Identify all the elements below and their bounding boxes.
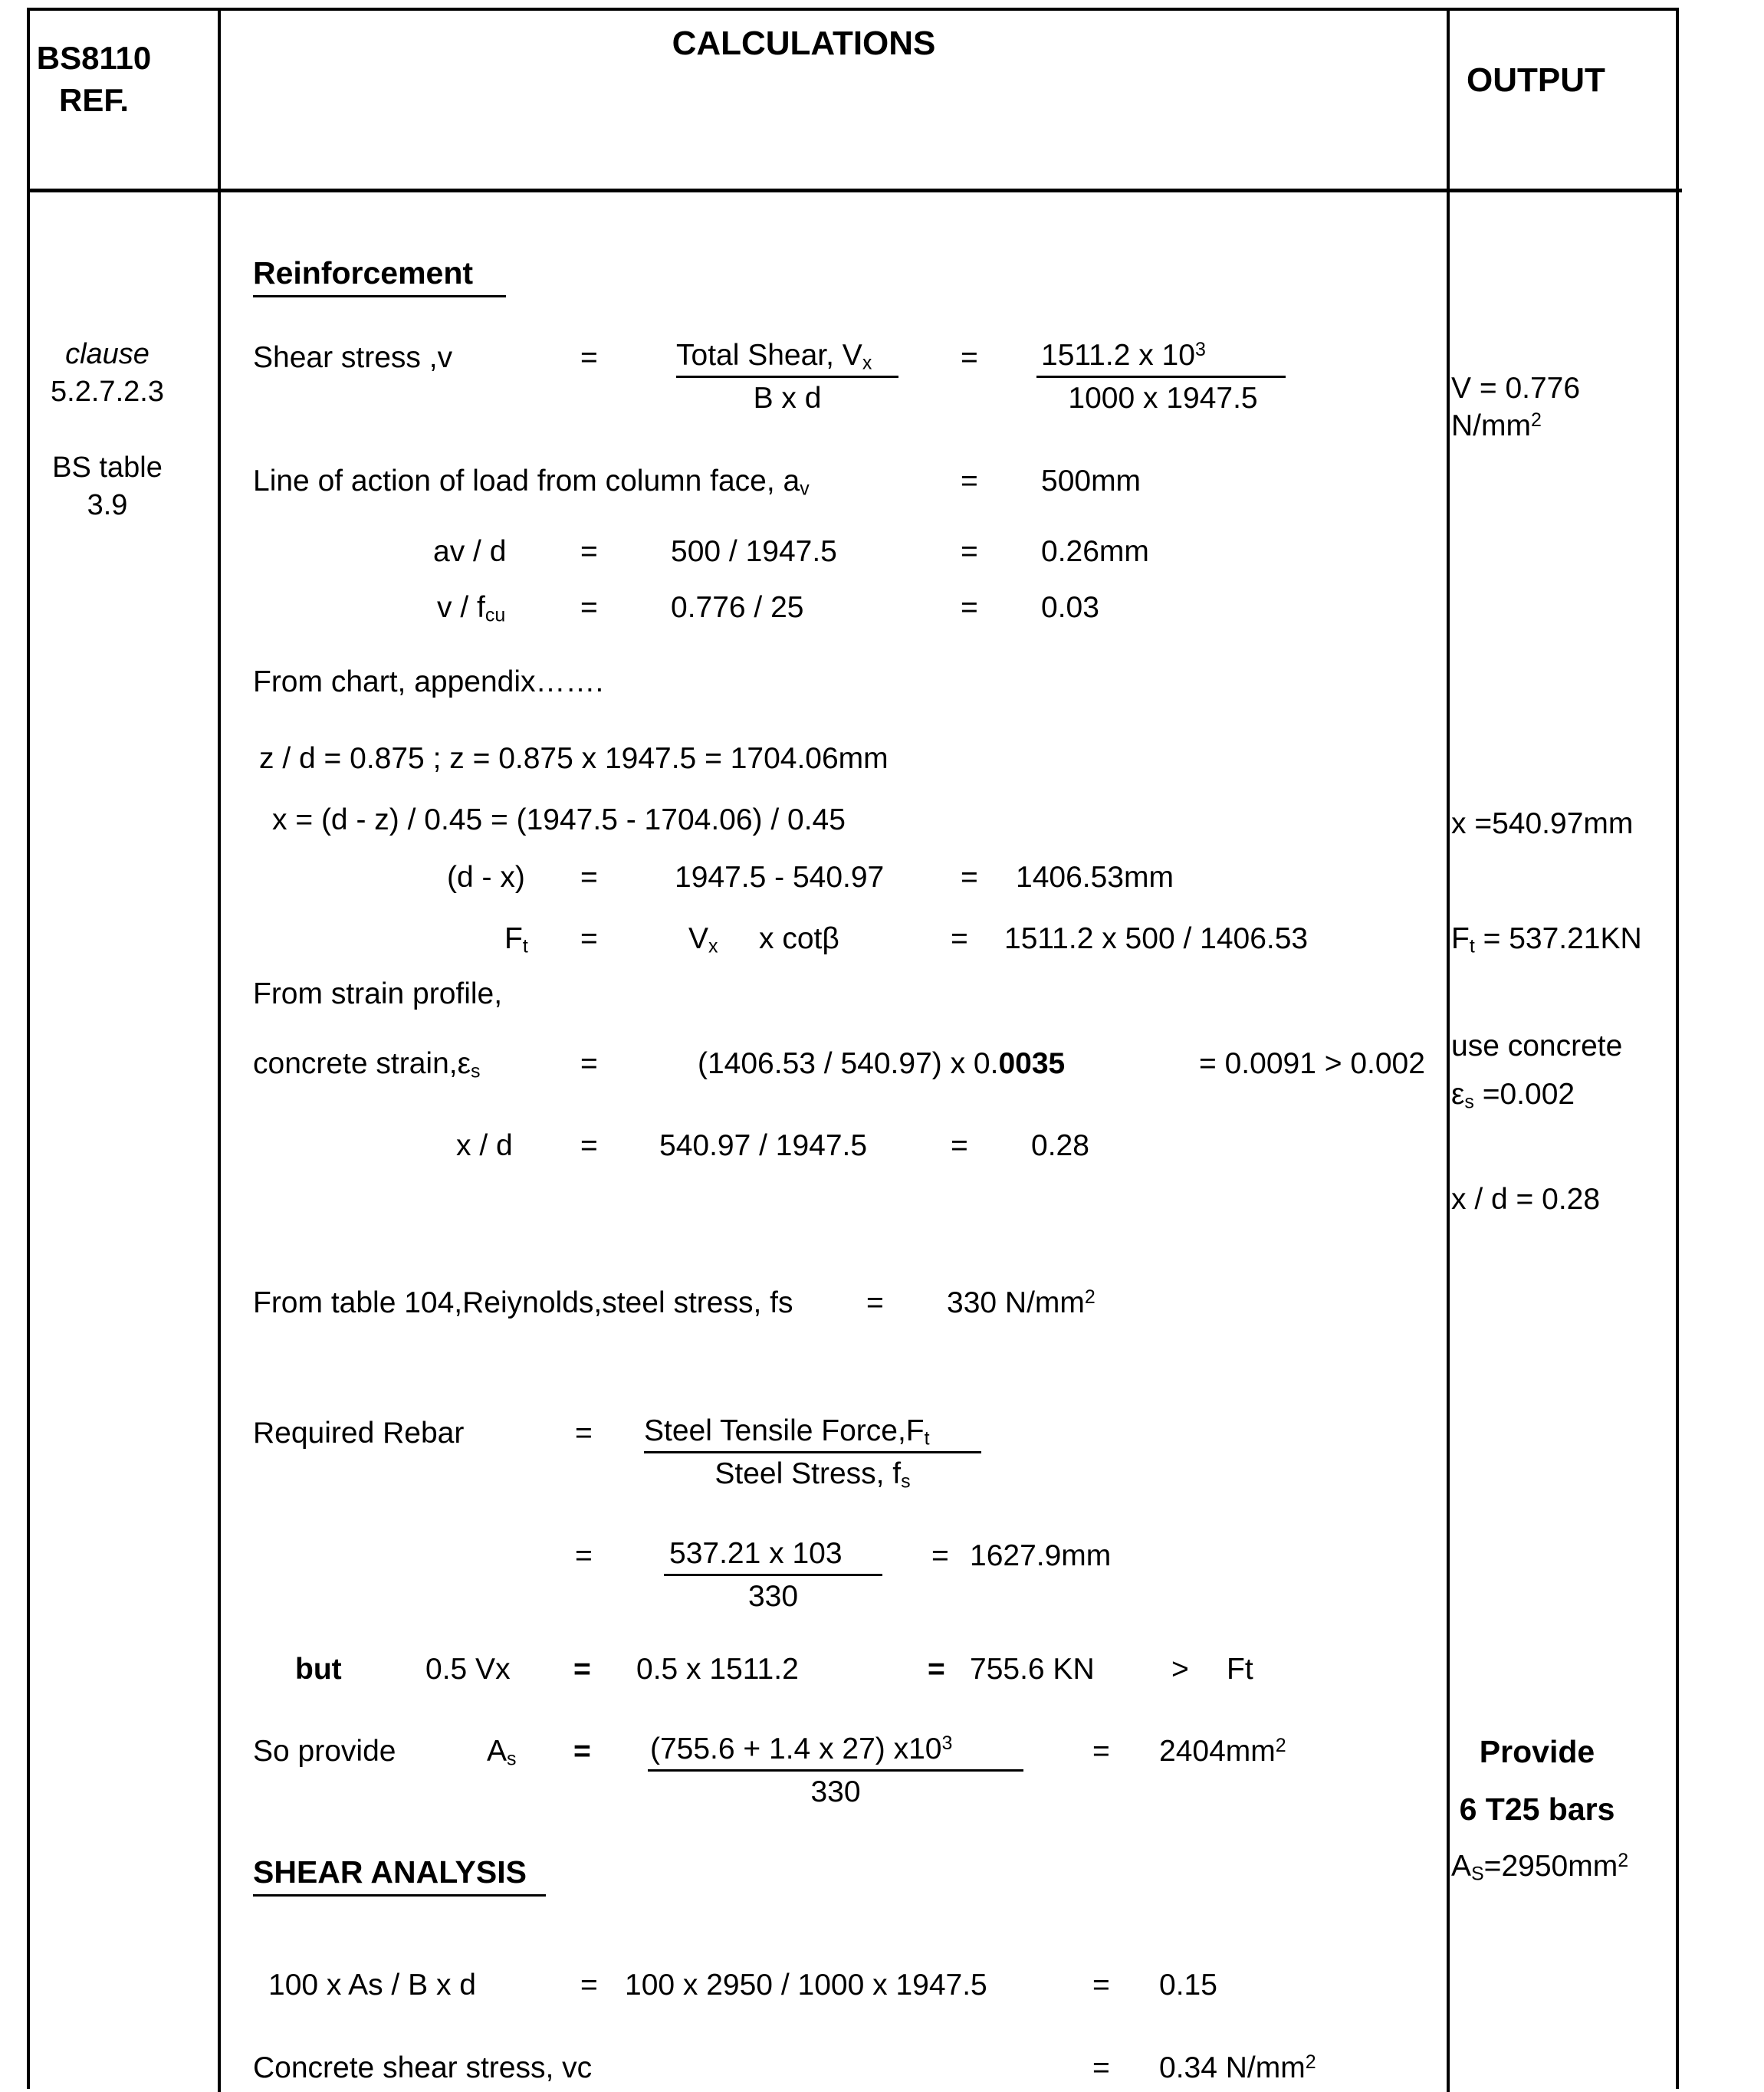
- avd-equals-2: =: [961, 535, 978, 568]
- line-of-action-sub: v: [800, 478, 810, 500]
- frac-total-shear-numerator: [676, 340, 872, 373]
- pct-value: 0.15: [1159, 1969, 1217, 2002]
- table104-value: [947, 1288, 1096, 1318]
- so-provide-frac-bar: [648, 1769, 1023, 1772]
- output-ft-value: [1451, 924, 1642, 956]
- concrete-strain-result: = 0.0091 > 0.002: [1199, 1047, 1425, 1080]
- pct-equals-1: =: [580, 1969, 598, 2002]
- concrete-strain-label: [253, 1049, 481, 1081]
- output-eps-value: [1451, 1079, 1575, 1112]
- vfcu-row: [437, 593, 505, 625]
- header-calculations-cell: CALCULATIONS: [672, 25, 936, 62]
- output-bars-label: 6 T25 bars: [1459, 1792, 1615, 1827]
- ref-item-clause-number: 5.2.7.2.3: [51, 376, 164, 408]
- ft-label: [504, 924, 528, 956]
- so-provide-equals: =: [573, 1735, 591, 1768]
- frac-total-shear-num-text: Total Shear, V: [676, 339, 862, 372]
- frac-numeric-denominator: 1000 x 1947.5: [1068, 382, 1258, 415]
- vc-label: Concrete shear stress, vc: [253, 2051, 593, 2084]
- header-divider: [30, 189, 1682, 192]
- output-ft-val-text: = 537.21KN: [1474, 922, 1642, 955]
- output-as-val-sup: 2: [1618, 1850, 1629, 1872]
- frac-total-shear-denominator: B x d: [753, 382, 822, 415]
- ft-vx-sub: x: [708, 935, 718, 957]
- vc-equals: =: [1092, 2051, 1110, 2084]
- vc-value-text: 0.34 N/mm: [1159, 2051, 1306, 2084]
- xd-equals-2: =: [951, 1129, 968, 1162]
- but-expression: 0.5 Vx: [425, 1653, 511, 1686]
- ft-vx: [688, 924, 718, 956]
- dx-expression: 1947.5 - 540.97: [675, 861, 885, 894]
- concrete-strain-expr-bold: 0035: [998, 1047, 1066, 1080]
- output-eps-label: ε: [1451, 1078, 1465, 1111]
- frac-numeric-bar: [1036, 376, 1286, 378]
- from-strain-profile-text: From strain profile,: [253, 977, 503, 1010]
- line-of-action-equals: =: [961, 465, 978, 498]
- avd-expression: 500 / 1947.5: [671, 535, 837, 568]
- output-as-value: [1451, 1851, 1628, 1883]
- output-x-value: x =540.97mm: [1451, 807, 1634, 840]
- table104-equals: =: [866, 1286, 884, 1319]
- rebar-frac-bar: [644, 1451, 981, 1453]
- rebar-frac-num-text: Steel Tensile Force,F: [644, 1414, 925, 1447]
- dx-value: 1406.53mm: [1016, 861, 1174, 894]
- table104-value-text: 330 N/mm: [947, 1286, 1085, 1319]
- ref-item-bs-table: BS table: [52, 452, 163, 484]
- so-provide-value-text: 2404mm: [1159, 1735, 1276, 1768]
- shear-stress-equals-2: =: [961, 341, 978, 374]
- header-output-cell: OUTPUT: [1467, 61, 1605, 99]
- output-ft-label-sub: t: [1469, 935, 1475, 957]
- vfcu-expression: 0.776 / 25: [671, 591, 804, 624]
- ft-vx-text: V: [688, 922, 709, 955]
- concrete-strain-expression: [698, 1049, 1065, 1079]
- vfcu-equals-1: =: [580, 591, 598, 624]
- output-v-unit-sup: 2: [1530, 409, 1542, 432]
- so-provide-equals-2: =: [1092, 1735, 1110, 1768]
- so-provide-label: So provide: [253, 1735, 396, 1768]
- heading-shear-analysis: SHEAR ANALYSIS: [253, 1854, 527, 1890]
- but-equals-2: =: [928, 1653, 945, 1686]
- ft-cot-beta: x cotβ: [759, 922, 839, 955]
- concrete-strain-label-text: concrete strain,ε: [253, 1047, 471, 1080]
- concrete-strain-label-sub: s: [471, 1060, 481, 1082]
- but-calculation: 0.5 x 1511.2: [636, 1653, 799, 1686]
- so-provide-as-text: A: [487, 1735, 508, 1768]
- ft-label-text: F: [504, 922, 523, 955]
- rebar-frac-num-sub: t: [924, 1427, 930, 1450]
- line-of-action-value: 500mm: [1041, 465, 1142, 498]
- pct-label: 100 x As / B x d: [268, 1969, 476, 2002]
- column-divider-output: [1447, 11, 1450, 2092]
- output-eps-val-text: =0.002: [1473, 1078, 1575, 1111]
- ft-value: 1511.2 x 500 / 1406.53: [1004, 922, 1309, 955]
- avd-value: 0.26mm: [1041, 535, 1149, 568]
- zd-line: z / d = 0.875 ; z = 0.875 x 1947.5 = 1704.06mm: [259, 742, 889, 775]
- ft-equals-2: =: [951, 922, 968, 955]
- ref-item-bs-table-number: 3.9: [87, 489, 128, 521]
- but-value: 755.6 KN: [970, 1653, 1095, 1686]
- shear-stress-label: Shear stress ,v: [253, 341, 453, 374]
- line-of-action-row: [253, 466, 810, 498]
- header-ref-cell: [0, 37, 188, 122]
- avd-label: av / d: [433, 535, 507, 568]
- frac-total-shear-num-sub: x: [862, 352, 872, 374]
- heading-reinforcement: Reinforcement: [253, 255, 474, 291]
- from-chart-text: From chart, appendix…….: [253, 665, 604, 698]
- output-provide-label: Provide: [1479, 1734, 1595, 1769]
- output-as-val-text: =2950mm: [1483, 1850, 1618, 1883]
- rebar-frac-denominator: [644, 1459, 981, 1491]
- line-of-action-label: Line of action of load from column face, a: [253, 465, 800, 498]
- rebar2-equals-2: =: [931, 1539, 949, 1572]
- table104-value-sup: 2: [1084, 1286, 1096, 1309]
- avd-equals-1: =: [580, 535, 598, 568]
- but-label: but: [295, 1653, 342, 1686]
- heading-reinforcement-underline: [253, 295, 506, 297]
- rebar-frac-den-sub: s: [901, 1470, 911, 1493]
- dx-equals-2: =: [961, 861, 978, 894]
- rebar-frac-den-text: Steel Stress, f: [714, 1457, 902, 1490]
- concrete-strain-expr-pre: (1406.53 / 540.97) x 0.: [698, 1047, 999, 1080]
- so-provide-value: [1159, 1736, 1286, 1766]
- xd-expression: 540.97 / 1947.5: [659, 1129, 868, 1162]
- vc-value-sup: 2: [1305, 2051, 1316, 2074]
- so-provide-numerator: [650, 1734, 952, 1764]
- vfcu-value: 0.03: [1041, 591, 1099, 624]
- output-as-label-sub: S: [1471, 1863, 1484, 1885]
- rebar2-value: 1627.9mm: [970, 1539, 1112, 1572]
- but-greater-than: >: [1171, 1653, 1189, 1686]
- so-provide-denominator: 330: [810, 1775, 861, 1808]
- so-provide-num-text: (755.6 + 1.4 x 27) x10: [650, 1732, 942, 1765]
- required-rebar-equals: =: [575, 1417, 593, 1450]
- ft-equals-1: =: [580, 922, 598, 955]
- but-equals-1: =: [573, 1653, 591, 1686]
- column-divider-ref: [218, 11, 221, 2092]
- rebar2-numerator: 537.21 x 103: [669, 1537, 843, 1570]
- output-use-concrete: use concrete: [1451, 1030, 1623, 1062]
- pct-expression: 100 x 2950 / 1000 x 1947.5: [625, 1969, 987, 2002]
- x-line: x = (d - z) / 0.45 = (1947.5 - 1704.06) / 0.45: [272, 803, 846, 836]
- so-provide-as: [487, 1736, 517, 1769]
- so-provide-num-sup: 3: [941, 1732, 953, 1755]
- ft-label-sub: t: [522, 935, 528, 957]
- shear-stress-equals-1: =: [580, 341, 598, 374]
- so-provide-value-sup: 2: [1275, 1735, 1286, 1757]
- output-v-unit-text: N/mm: [1451, 409, 1531, 442]
- output-as-label: A: [1451, 1850, 1472, 1883]
- xd-value: 0.28: [1031, 1129, 1089, 1162]
- but-ft: Ft: [1227, 1653, 1253, 1686]
- output-ft-label: F: [1451, 922, 1470, 955]
- rebar-frac-numerator: [644, 1416, 930, 1448]
- output-xd-value: x / d = 0.28: [1451, 1183, 1601, 1216]
- pct-equals-2: =: [1092, 1969, 1110, 2002]
- so-provide-as-sub: s: [507, 1748, 517, 1770]
- xd-label: x / d: [456, 1129, 513, 1162]
- frac-numeric-num-sup: 3: [1194, 339, 1206, 361]
- rebar2-equals: =: [575, 1539, 593, 1572]
- table104-label: From table 104,Reiynolds,steel stress, fs: [253, 1286, 793, 1319]
- output-v-unit: [1451, 411, 1542, 441]
- header-ref-line2: REF.: [58, 82, 129, 119]
- vfcu-sub: cu: [485, 604, 506, 626]
- frac-numeric-numerator: [1041, 340, 1206, 370]
- output-v-value: V = 0.776: [1451, 372, 1581, 405]
- output-eps-label-sub: s: [1464, 1091, 1474, 1113]
- required-rebar-label: Required Rebar: [253, 1417, 465, 1450]
- concrete-strain-equals: =: [580, 1047, 598, 1080]
- rebar2-denominator: 330: [747, 1580, 799, 1613]
- ref-item-clause: clause: [65, 338, 149, 370]
- header-ref-line1: BS8110: [36, 40, 152, 76]
- rebar2-frac-bar: [664, 1574, 882, 1576]
- frac-numeric-num-text: 1511.2 x 10: [1041, 339, 1195, 372]
- frac-total-shear-bar: [676, 376, 898, 378]
- vfcu-label: v / f: [437, 591, 485, 624]
- vfcu-equals-2: =: [961, 591, 978, 624]
- dx-label: (d - x): [447, 861, 525, 894]
- xd-equals-1: =: [580, 1129, 598, 1162]
- dx-equals-1: =: [580, 861, 598, 894]
- vc-value: [1159, 2053, 1316, 2083]
- heading-shear-analysis-underline: [253, 1894, 546, 1897]
